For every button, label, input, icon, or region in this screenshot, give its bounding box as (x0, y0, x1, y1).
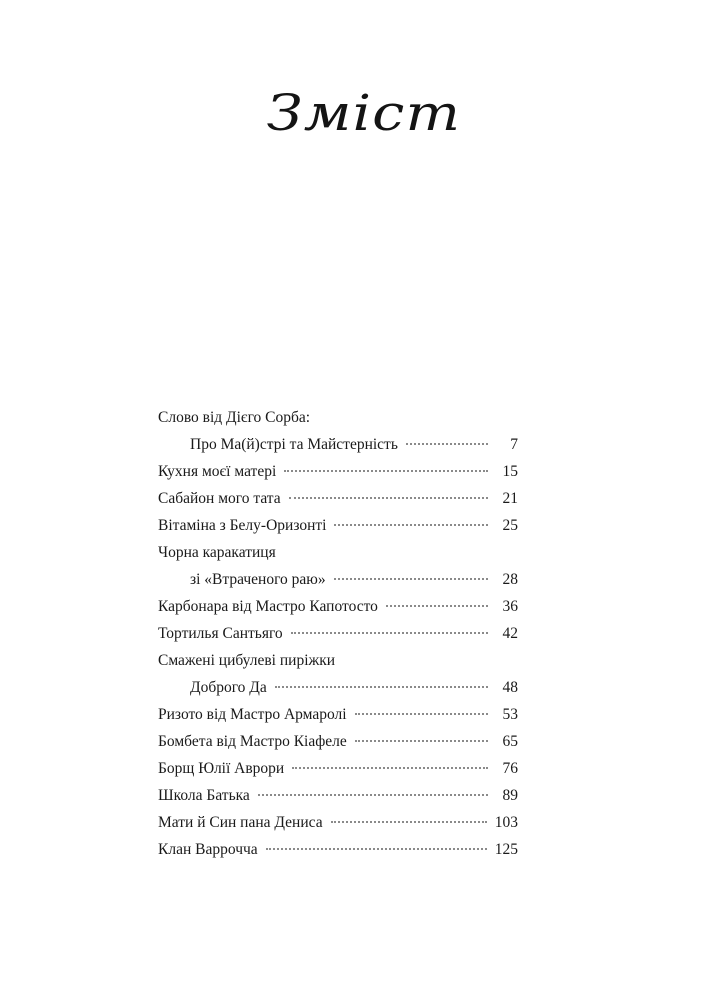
toc-entry-title: Сабайон мого тата (158, 490, 281, 507)
toc-page-number: 25 (502, 517, 518, 534)
toc-entry-title: Борщ Юлії Аврори (158, 760, 285, 777)
toc-entry-title: Тортилья Сантьяго (158, 625, 283, 642)
dot-leader (291, 632, 488, 634)
toc-entry-title: Карбонара від Мастро Капотосто (158, 598, 378, 615)
dot-leader (284, 470, 488, 472)
dot-leader (331, 821, 487, 823)
dot-leader (292, 767, 488, 769)
toc-entry (158, 593, 518, 620)
toc-page-number: 48 (502, 679, 518, 696)
toc-entry-title: Слово від Дієго Сорба: (158, 409, 311, 426)
toc-entry-title: Бомбета від Мастро Кіафеле (158, 733, 347, 750)
dot-leader (355, 740, 488, 742)
dot-leader (289, 497, 488, 499)
toc-page-number: 42 (502, 625, 518, 642)
toc-entry-title: Про Ма(й)стрі та Майстерність (190, 436, 398, 453)
toc-entry (158, 458, 518, 485)
toc-entry-title: Кухня моєї матері (158, 463, 277, 480)
toc-page-number: 15 (502, 463, 518, 480)
dot-leader (406, 443, 488, 445)
toc-entry-title: Вітаміна з Белу-Оризонті (158, 517, 327, 534)
toc-entry (158, 620, 518, 647)
toc-page-number: 53 (502, 706, 518, 723)
page-title: Зміст (266, 84, 462, 142)
toc-page-number: 103 (494, 814, 518, 831)
toc-entry (158, 809, 518, 836)
toc-entry-title-line (158, 539, 518, 566)
toc-entry-title: Чорна каракатиця (158, 544, 276, 561)
toc-entry (158, 782, 518, 809)
toc-page-number: 21 (502, 490, 518, 507)
dot-leader (355, 713, 488, 715)
toc-entry-title: Ризото від Мастро Армаролі (158, 706, 347, 723)
toc-entry-title: Смажені цибулеві пиріжки (158, 652, 336, 669)
dot-leader (386, 605, 488, 607)
toc-page-number: 28 (502, 571, 518, 588)
toc-page-number: 7 (510, 436, 518, 453)
toc-page-number: 125 (494, 841, 518, 858)
toc-entry (158, 701, 518, 728)
toc-entry (158, 431, 518, 458)
dot-leader (275, 686, 488, 688)
toc-entry (158, 512, 518, 539)
dot-leader (334, 524, 488, 526)
toc-entry-title: Доброго Да (190, 679, 267, 696)
toc-entry-title: зі «Втраченого раю» (190, 571, 326, 588)
dot-leader (334, 578, 488, 580)
toc-page-number: 36 (502, 598, 518, 615)
toc-entry (158, 755, 518, 782)
toc-entry-title: Мати й Син пана Дениса (158, 814, 323, 831)
toc-entry-title-line (158, 647, 518, 674)
toc-entry (158, 836, 518, 863)
toc-entry-title: Школа Батька (158, 787, 250, 804)
toc-entry (158, 674, 518, 701)
dot-leader (266, 848, 487, 850)
table-of-contents (158, 404, 518, 863)
toc-entry-title-line (158, 404, 518, 431)
toc-entry (158, 566, 518, 593)
dot-leader (258, 794, 488, 796)
toc-page-number: 65 (502, 733, 518, 750)
toc-page-number: 89 (502, 787, 518, 804)
toc-entry (158, 728, 518, 755)
toc-entry-title: Клан Варрочча (158, 841, 258, 858)
toc-page-number: 76 (502, 760, 518, 777)
toc-entry (158, 485, 518, 512)
